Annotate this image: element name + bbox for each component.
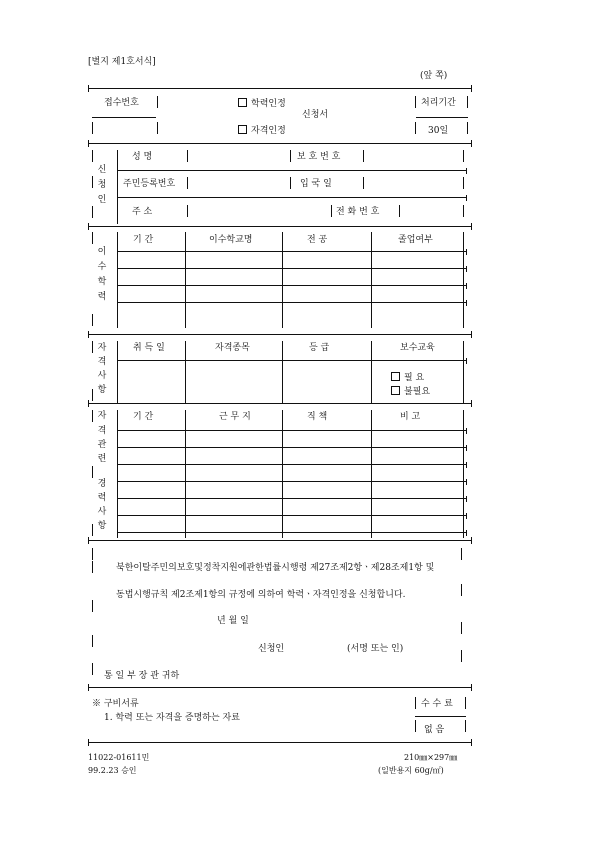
divider bbox=[92, 314, 93, 326]
row-line bbox=[117, 532, 467, 533]
checkbox-academic[interactable] bbox=[238, 98, 247, 107]
checkbox-required[interactable] bbox=[391, 372, 400, 381]
applicant-section-1: 신 bbox=[97, 165, 107, 175]
divider bbox=[290, 150, 291, 162]
edu-section-4: 력 bbox=[97, 292, 107, 302]
divider bbox=[399, 205, 400, 217]
divider bbox=[187, 177, 188, 189]
training-required-option[interactable] bbox=[391, 372, 424, 383]
divider bbox=[461, 548, 462, 560]
section-border bbox=[117, 341, 118, 403]
edu-section-2: 수 bbox=[97, 262, 107, 272]
applicant-section-2: 청 bbox=[97, 180, 107, 190]
divider bbox=[187, 150, 188, 162]
frame-tick bbox=[471, 331, 472, 338]
col-divider bbox=[185, 232, 186, 328]
approval-date: 99.2.23 승인 bbox=[88, 766, 137, 775]
divider bbox=[415, 697, 416, 709]
section-border bbox=[117, 232, 118, 328]
period-line bbox=[416, 117, 468, 118]
divider bbox=[363, 150, 364, 162]
divider bbox=[92, 122, 93, 134]
col-divider bbox=[185, 341, 186, 403]
qual-header-grade: 등 급 bbox=[309, 343, 330, 353]
resident-no-label: 주민등록번호 bbox=[123, 179, 176, 189]
row-line bbox=[117, 430, 467, 431]
protect-no-label: 보 호 번 호 bbox=[297, 152, 341, 162]
qual-section-3: 사 bbox=[97, 371, 107, 381]
divider bbox=[461, 584, 462, 596]
divider bbox=[157, 122, 158, 134]
section-divider bbox=[88, 403, 472, 404]
frame-tick bbox=[88, 400, 89, 407]
academic-label: 학력인정 bbox=[251, 99, 286, 109]
checkbox-not-required[interactable] bbox=[391, 386, 400, 395]
frame-top bbox=[88, 88, 472, 89]
col-divider bbox=[282, 232, 283, 328]
divider bbox=[467, 96, 468, 108]
career-section-2: 격 bbox=[97, 426, 107, 436]
section-divider bbox=[88, 334, 472, 335]
career-header-position: 직 책 bbox=[307, 412, 328, 422]
col-divider bbox=[463, 341, 464, 403]
career-header-period: 기 간 bbox=[133, 412, 154, 422]
frame-tick bbox=[88, 140, 89, 147]
required-docs-title: ※ 구비서류 bbox=[92, 699, 139, 709]
divider bbox=[92, 150, 93, 162]
divider bbox=[415, 720, 416, 732]
divider bbox=[92, 341, 93, 353]
fee-line bbox=[415, 716, 466, 717]
name-label: 성 명 bbox=[132, 152, 153, 162]
row-line bbox=[117, 251, 467, 252]
career-section-7: 력 bbox=[97, 493, 107, 503]
divider bbox=[461, 650, 462, 662]
divider bbox=[92, 206, 93, 218]
edu-header-school: 이수학교명 bbox=[209, 235, 253, 245]
statement-line-2: 동법시행규칙 제2조제1항의 규정에 의하여 학력ㆍ자격인정을 신청합니다. bbox=[116, 590, 406, 600]
divider bbox=[331, 205, 332, 217]
career-section-3: 관 bbox=[97, 440, 107, 450]
divider bbox=[92, 635, 93, 647]
row-line bbox=[117, 360, 467, 361]
row-line bbox=[117, 285, 467, 286]
row-line bbox=[117, 197, 467, 198]
section-divider bbox=[88, 143, 472, 144]
section-border bbox=[117, 150, 118, 224]
career-section-6: 경 bbox=[97, 479, 107, 489]
divider bbox=[92, 176, 93, 188]
divider bbox=[92, 466, 93, 478]
address-label: 주 소 bbox=[132, 207, 153, 217]
statement-date: 년 월 일 bbox=[217, 616, 249, 626]
frame-tick bbox=[471, 537, 472, 544]
required-label: 필 요 bbox=[404, 373, 425, 383]
signature-label: (서명 또는 인) bbox=[347, 644, 404, 654]
divider bbox=[92, 389, 93, 401]
frame-tick bbox=[471, 85, 472, 92]
row-line bbox=[117, 268, 467, 269]
frame-tick bbox=[471, 223, 472, 230]
training-not-required-option[interactable] bbox=[391, 386, 430, 397]
career-section-4: 련 bbox=[97, 454, 107, 464]
processing-period-value: 30일 bbox=[428, 126, 449, 136]
row-line bbox=[117, 447, 467, 448]
receipt-line bbox=[92, 117, 156, 118]
divider bbox=[92, 561, 93, 573]
not-required-label: 불필요 bbox=[404, 387, 431, 397]
edu-header-period: 기 간 bbox=[133, 235, 154, 245]
frame-tick bbox=[471, 400, 472, 407]
required-doc-item-1: 1. 학력 또는 자격을 증명하는 자료 bbox=[104, 713, 240, 723]
col-divider bbox=[371, 232, 372, 328]
col-divider bbox=[371, 341, 372, 403]
divider bbox=[187, 205, 188, 217]
divider bbox=[92, 663, 93, 675]
frame-tick bbox=[88, 739, 89, 746]
application-title: 신청서 bbox=[302, 110, 329, 120]
qual-section-2: 격 bbox=[97, 357, 107, 367]
paper-type: (일반용지 60g/㎡) bbox=[378, 766, 444, 775]
frame-bottom bbox=[88, 742, 472, 743]
qualification-option[interactable] bbox=[238, 125, 286, 136]
applicant-sign-label: 신청인 bbox=[258, 644, 285, 654]
frame-tick bbox=[471, 684, 472, 691]
divider bbox=[465, 697, 466, 709]
divider bbox=[463, 177, 464, 189]
divider bbox=[92, 548, 93, 560]
edu-header-graduation: 졸업여부 bbox=[398, 235, 433, 245]
divider bbox=[92, 232, 93, 244]
section-divider bbox=[88, 540, 472, 541]
form-number: [별지 제1호서식] bbox=[88, 57, 156, 67]
frame-tick bbox=[88, 537, 89, 544]
divider bbox=[92, 524, 93, 536]
entry-date-label: 입 국 일 bbox=[300, 179, 332, 189]
addressee: 통 일 부 장 관 귀하 bbox=[104, 671, 180, 681]
qual-header-date: 취 득 일 bbox=[133, 343, 165, 353]
row-line bbox=[117, 170, 467, 171]
section-divider bbox=[88, 226, 472, 227]
career-section-9: 항 bbox=[97, 521, 107, 531]
col-divider bbox=[463, 232, 464, 328]
career-section-8: 사 bbox=[97, 507, 107, 517]
fee-label: 수 수 료 bbox=[421, 699, 453, 709]
divider bbox=[157, 96, 158, 108]
divider bbox=[463, 150, 464, 162]
frame-tick bbox=[471, 739, 472, 746]
edu-section-3: 학 bbox=[97, 277, 107, 287]
career-section-1: 자 bbox=[97, 411, 107, 421]
divider bbox=[92, 410, 93, 422]
row-line bbox=[117, 515, 467, 516]
frame-tick bbox=[471, 140, 472, 147]
section-divider bbox=[88, 687, 472, 688]
col-divider bbox=[282, 341, 283, 403]
edu-section-1: 이 bbox=[97, 247, 107, 257]
processing-period-label: 처리기간 bbox=[421, 98, 456, 108]
edu-header-major: 전 공 bbox=[307, 235, 328, 245]
phone-label: 전 화 번 호 bbox=[336, 207, 380, 217]
frame-tick bbox=[88, 331, 89, 338]
row-line bbox=[117, 464, 467, 465]
statement-line-1: 북한이탈주민의보호및정착지원에관한법률시행령 제27조제2항ㆍ제28조제1항 및 bbox=[116, 563, 435, 573]
row-line bbox=[117, 481, 467, 482]
divider bbox=[415, 96, 416, 108]
frame-tick bbox=[88, 85, 89, 92]
paper-size: 210㎜×297㎜ bbox=[404, 753, 458, 762]
qual-section-4: 항 bbox=[97, 385, 107, 395]
row-line bbox=[117, 498, 467, 499]
frame-tick bbox=[88, 684, 89, 691]
qualification-label: 자격인정 bbox=[251, 126, 286, 136]
row-line bbox=[117, 302, 467, 303]
receipt-no-label: 접수번호 bbox=[104, 98, 139, 108]
divider bbox=[415, 122, 416, 134]
form-code: 11022-01611민 bbox=[88, 753, 150, 762]
divider bbox=[463, 205, 464, 217]
divider bbox=[92, 600, 93, 612]
academic-option[interactable] bbox=[238, 98, 286, 109]
qual-section-1: 자 bbox=[97, 343, 107, 353]
qual-header-training: 보수교육 bbox=[400, 343, 435, 353]
side-indicator: (앞 쪽) bbox=[420, 71, 448, 81]
fee-value: 없 음 bbox=[424, 725, 445, 735]
qual-header-type: 자격종목 bbox=[215, 343, 250, 353]
divider bbox=[290, 177, 291, 189]
divider bbox=[363, 177, 364, 189]
divider bbox=[465, 720, 466, 732]
divider bbox=[467, 122, 468, 134]
checkbox-qualification[interactable] bbox=[238, 125, 247, 134]
frame-tick bbox=[88, 223, 89, 230]
career-header-workplace: 근 무 지 bbox=[219, 412, 251, 422]
applicant-section-3: 인 bbox=[97, 195, 107, 205]
career-header-remarks: 비 고 bbox=[400, 412, 421, 422]
divider bbox=[461, 622, 462, 634]
